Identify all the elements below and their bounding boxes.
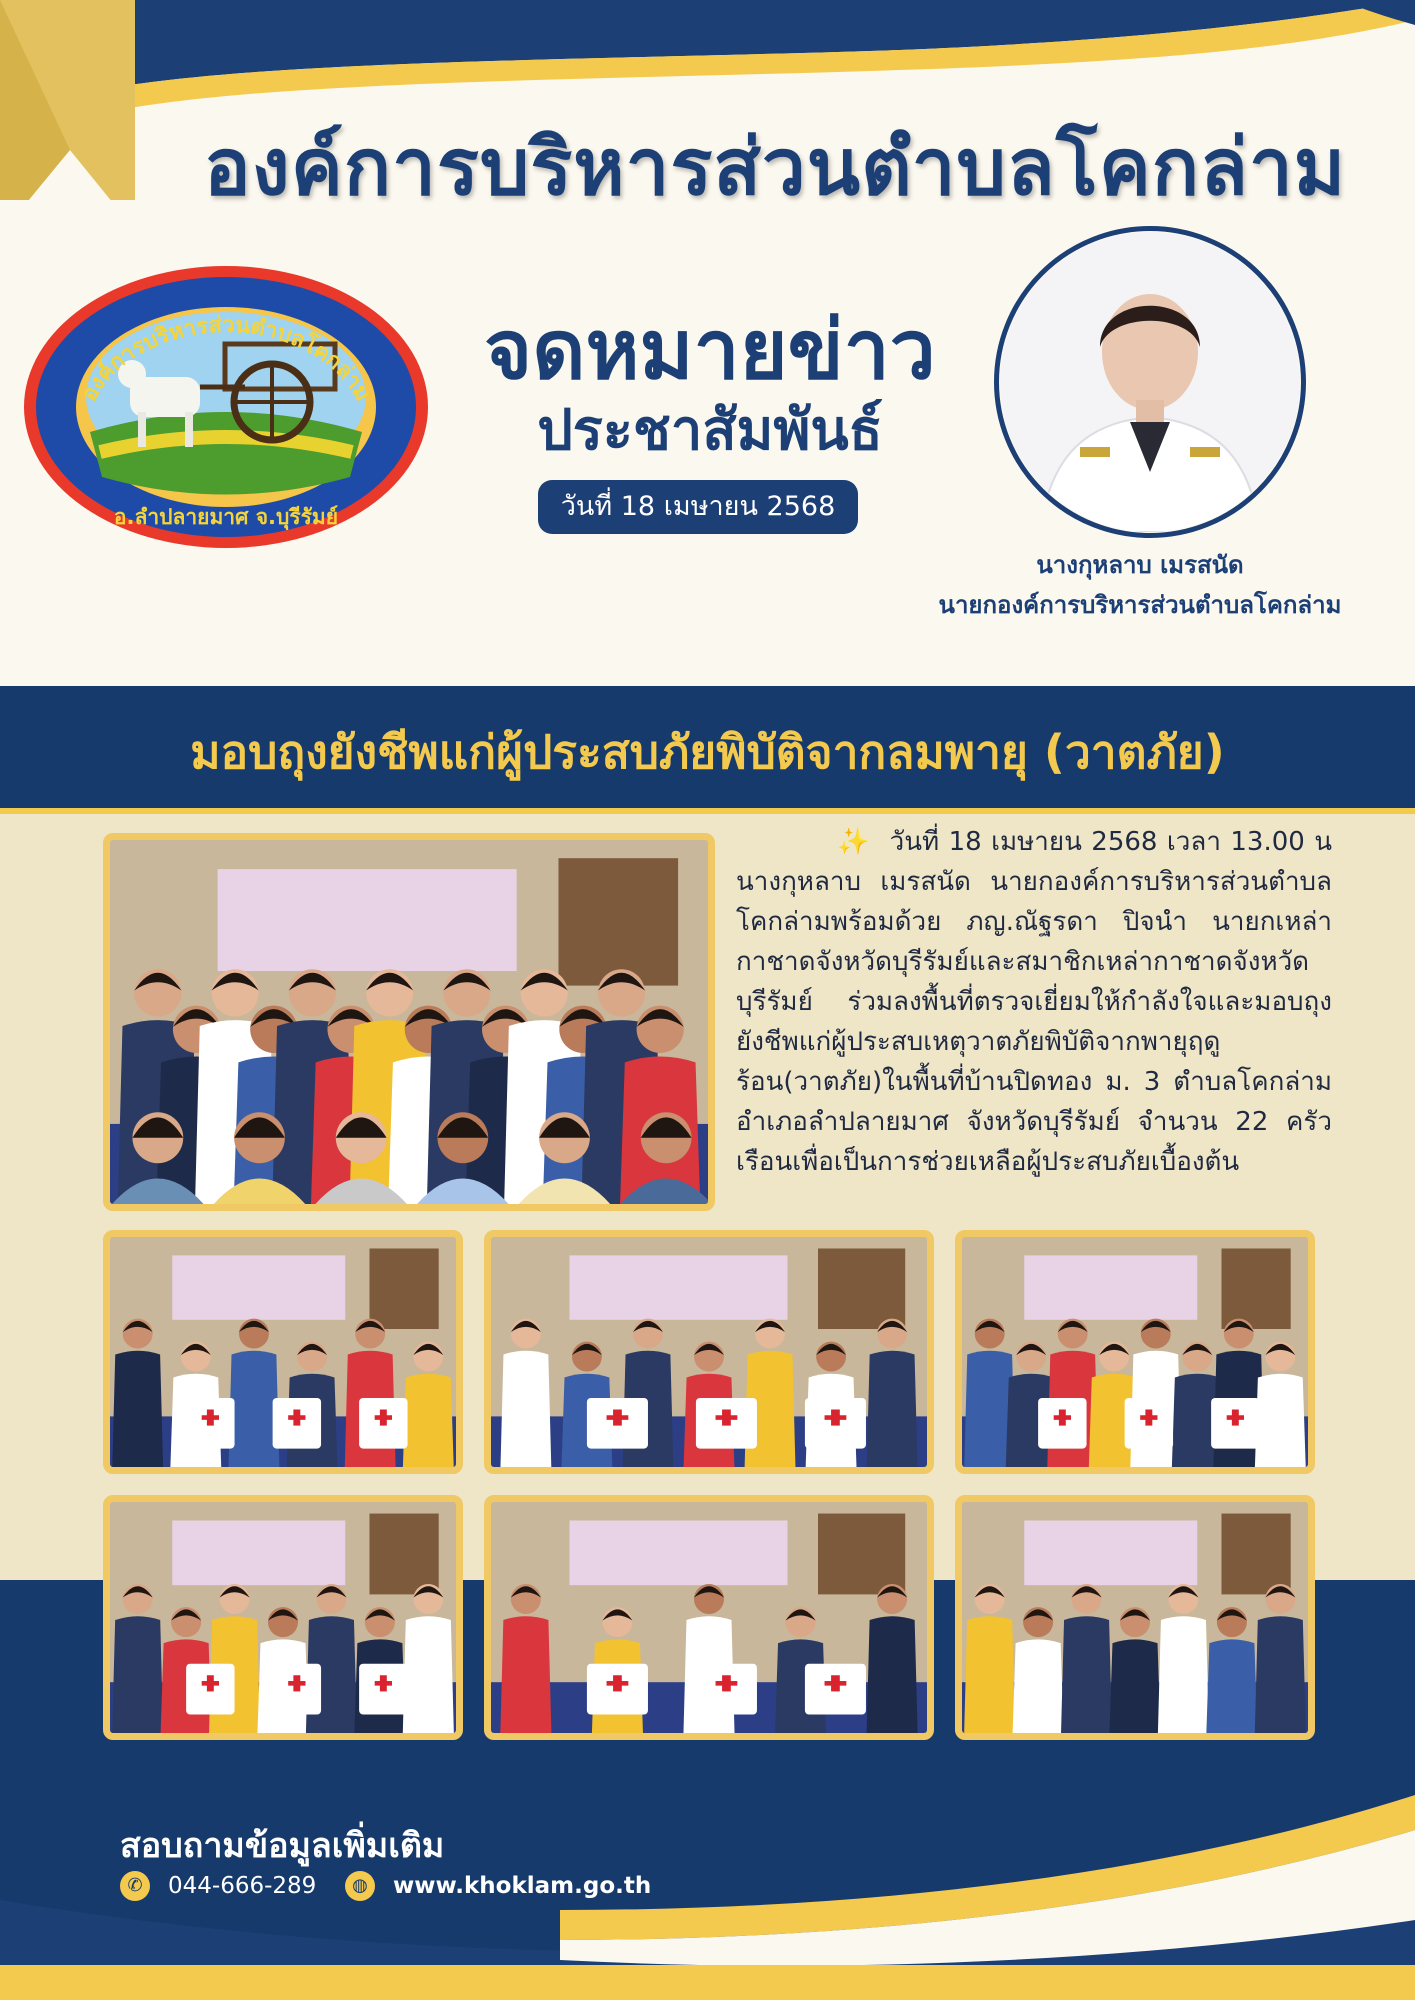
phone-icon: ✆	[120, 1871, 150, 1901]
phone-number: 044-666-289	[168, 1873, 317, 1899]
article-headline: มอบถุงยังชีพแก่ผู้ประสบภัยพิบัติจากลมพายุ (วาตภัย)	[190, 725, 1225, 779]
photo-handover-1	[103, 1230, 463, 1474]
logo-bottom-text: อ.ลำปลายมาศ จ.บุรีรัมย์	[113, 505, 339, 529]
footer-title: สอบถามข้อมูลเพิ่มเติม	[120, 1826, 445, 1866]
mayor-name: นางกุหลาบ เมรสนัด	[1036, 551, 1244, 579]
photo-handover-4	[103, 1495, 463, 1740]
photo-speech	[484, 1495, 934, 1740]
org-title: องค์การบริหารส่วนตำบลโคกล่าม	[203, 122, 1347, 213]
photo-group	[103, 833, 715, 1211]
date-badge: วันที่ 18 เมษายน 2568	[538, 480, 858, 534]
footer-phone	[120, 1866, 316, 1906]
mayor-position: นายกองค์การบริหารส่วนตำบลโคกล่าม	[938, 591, 1342, 619]
footer-website	[345, 1866, 651, 1906]
globe-icon: ◍	[345, 1871, 375, 1901]
org-logo	[20, 262, 432, 552]
newsletter-title: จดหมายข่าว	[484, 303, 936, 398]
photo-handover-2	[484, 1230, 934, 1474]
sparkle-icon: ✨	[836, 827, 871, 857]
article-text: วันที่ 18 เมษายน 2568 เวลา 13.00 น นางกุหลาบ เมรสนัด นายกองค์การบริหารส่วนตำบลโคกล่ามพร้อมด้วย ภญ.ณัฐรดา ปิจนำ นายกเหล่ากาชาดจังหวัดบุรีรัมย์และสมาชิกเหล่ากาชาดจังหวัดบุรีรัมย์ ร่วมลงพื้นที่ตรวจเยี่ยมให้กำลังใจและมอบถุงยังชีพแก่ผู้ประสบเหตุวาตภัยพิบัติจากพายุฤดูร้อน(วาตภัย)ในพื้นที่บ้านปิดทอง ม. 3 ตำบลโคกล่าม อำเภอลำปลายมาศ จังหวัดบุรีรัมย์ จำนวน 22 ครัวเรือนเพื่อเป็นการช่วยเหลือผู้ประสบภัยเบื้องต้น	[736, 827, 1333, 1177]
mayor-portrait	[1000, 232, 1300, 532]
logo-top-text: องค์การบริหารส่วนตำบลโคกล่าม	[76, 312, 376, 406]
photo-lineup	[955, 1495, 1315, 1740]
newsletter-subtitle: ประชาสัมพันธ์	[537, 398, 883, 463]
article-body	[736, 822, 1332, 1182]
website-link[interactable]: www.khoklam.go.th	[393, 1873, 652, 1899]
photo-handover-3	[955, 1230, 1315, 1474]
